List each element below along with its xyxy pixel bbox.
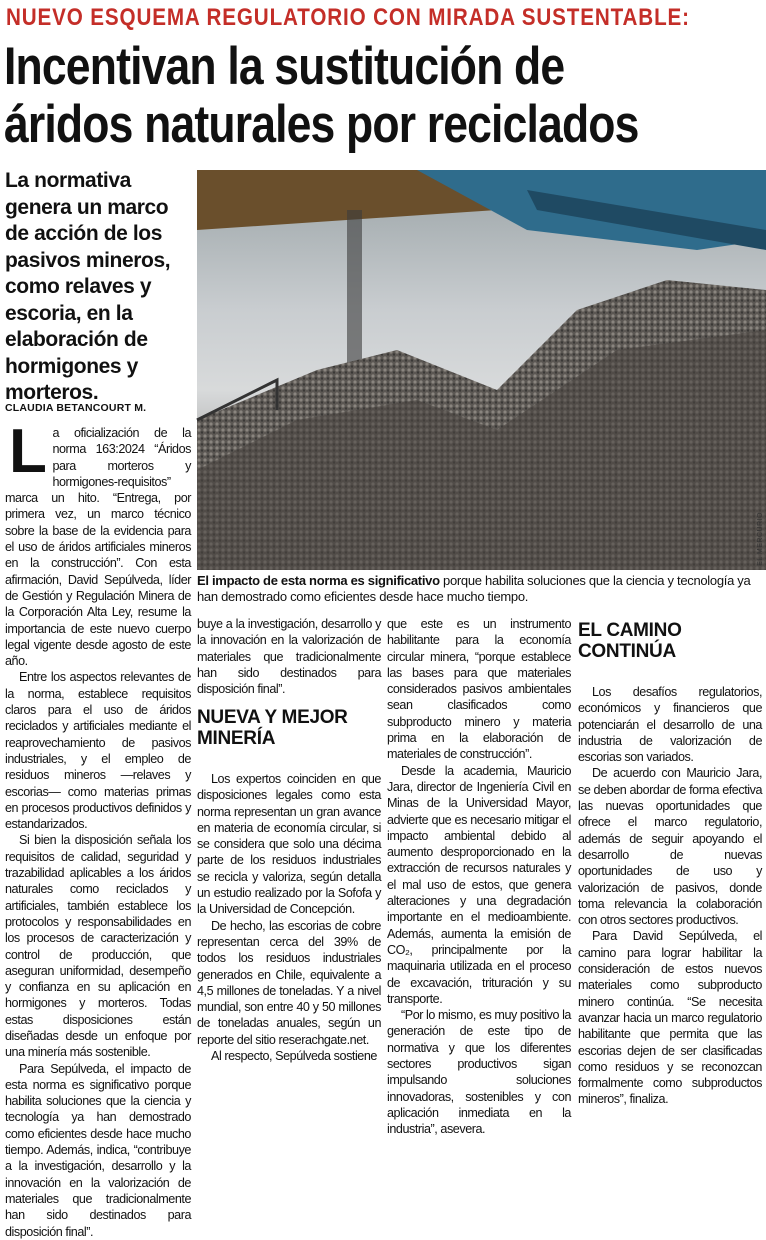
paragraph: Desde la academia, Mauricio Jara, director de Ingeniería Civil en Minas de la Universidad Mayor, advierte que es necesario mitigar el impacto ambiental debido al aumento desproporcionado en la extracción de recursos naturales y el mal uso de estos, que genera alteraciones y una degradación importante en el medioambiente. Además, aumenta la emisión de CO₂, principalmente por la maquinaria utilizada en el proceso de excavación, trituración y su transporte. <box>387 763 571 1006</box>
headline <box>4 38 760 154</box>
kicker: NUEVO ESQUEMA REGULATORIO CON MIRADA SUSTENTABLE: <box>6 4 690 31</box>
column-3 <box>387 616 571 1138</box>
paragraph: Si bien la disposición señala los requisitos de calidad, seguridad y trazabilidad aplicables a los áridos naturales como reciclados y artificiales, también establece los protocolos y responsabilidades en los procesos de caracterización y control de producción, que aseguran uniformidad, desempeño y confianza en su aplicación en hormigones y morteros. Todas estas disposiciones están diseñadas desde un enfoque por una minería más sostenible. <box>5 833 191 1060</box>
gravel-conveyor-image <box>197 170 766 570</box>
column-4 <box>578 596 762 1108</box>
paragraph: que este es un instrumento habilitante para la economía circular minera, “porque establece las bases para que materiales considerados pasivos ambientales sean clasificados como subproducto minero y materia prima en la elaboración de materiales de construcción”. <box>387 617 571 762</box>
section-heading: NUEVA Y MEJOR MINERÍA <box>197 707 348 749</box>
paragraph: Para David Sepúlveda, el camino para lograr habilitar la consideración de estos nuevos materiales como subproducto minero continúa. “Se necesita avanzar hacia un marco regulatorio habilitante que permita que las escorias dejen de ser clasificadas como residuos y se reconozcan formalmente como subproductos mineros”, finaliza. <box>578 929 762 1107</box>
paragraph: “Por lo mismo, es muy positivo la generación de este tipo de normativa y que los diferentes sectores productivos sigan impulsando soluciones innovadoras, sostenibles y con aplicación inmediata en la industria”, asevera. <box>387 1008 571 1137</box>
article-photo <box>197 170 766 570</box>
paragraph: Los expertos coinciden en que disposiciones legales como esta norma representan un gran avance en materia de economía circular, si se considera que solo una décima parte de los residuos industriales se recicla y valoriza, según detalla un estudio realizado por la Sofofa y la Universidad de Concepción. <box>197 772 381 917</box>
headline-line-1: Incentivan la sustitución de <box>4 37 565 96</box>
headline-line-2: áridos naturales por reciclados <box>4 95 639 154</box>
continued-paragraph: buye a la investigación, desarrollo y la innovación en la valorización de materiales que tradicionalmente han sido destinados para disposición final”. <box>197 617 381 697</box>
photo-credit: EL MERCURIO <box>757 512 764 566</box>
paragraph: De hecho, las escorias de cobre representan cerca del 39% de todos los residuos industriales generados en Chile, equivalente a 4,5 millones de toneladas. Y a nivel mundial, son entre 40 y 50 millones de toneladas anuales, según un reporte del sitio reserachgate.net. <box>197 918 381 1047</box>
column-2 <box>197 616 381 1064</box>
column-1 <box>5 417 191 1239</box>
paragraph: Los desafíos regulatorios, económicos y financieros que potenciarán el desarrollo de una industria de valorización de escorias son variados. <box>578 685 762 765</box>
lede: La normativa genera un marco de acción de los pasivos mineros, como relaves y escoria, en la elaboración de hormigones y morteros. <box>5 169 171 404</box>
caption-bold: El impacto de esta norma es significativo <box>197 573 440 588</box>
paragraph: De acuerdo con Mauricio Jara, se deben abordar de forma efectiva las nuevas oportunidades que ofrece el marco regulatorio, además de seguir apoyando el desarrollo de nuevas oportunidades de uso y valorización de pasivos, donde toma relevancia la colaboración con otros sectores productivos. <box>578 766 762 928</box>
paragraph: Entre los aspectos relevantes de la norma, establece requisitos claros para el uso de áridos reciclados y artificiales mediante el reaprovechamiento de pasivos industriales, y el empleo de residuos mineros —relaves y escorias— como materias primas en procesos productivos definidos y estandarizados. <box>5 670 191 832</box>
paragraph: Al respecto, Sepúlveda sostiene <box>211 1049 377 1064</box>
paragraph: Para Sepúlveda, el impacto de esta norma es significativo porque habilita soluciones que la ciencia y tecnología ya han demostrado como eficientes desde hace mucho tiempo. Además, indica, “contribuye a la investigación, desarrollo y la innovación en la valorización de materiales que tradicionalmente han sido destinados para disposición final”. <box>5 1061 191 1239</box>
byline: CLAUDIA BETANCOURT M. <box>5 402 147 414</box>
drop-cap: L <box>9 417 47 486</box>
section-heading: EL CAMINO CONTINÚA <box>578 620 682 662</box>
caption-text: porque habilita soluciones que la ciencia y tecnología ya han demostrado como eficientes desde hace mucho tiempo. <box>197 573 751 604</box>
paragraph: a oficialización de la norma 163:2024 “Áridos para morteros y hormigones-requisitos” marca un hito. “Entrega, por primera vez, un marco técnico sobre la base de la evidencia para el uso de áridos artificiales mineros en la construcción”. Con esta afirmación, David Sepúlveda, líder de Gestión y Regulación Minera de la Corporación Alta Ley, resume la importancia de este nuevo cuerpo legal vigente desde agosto de este año. <box>5 426 191 669</box>
